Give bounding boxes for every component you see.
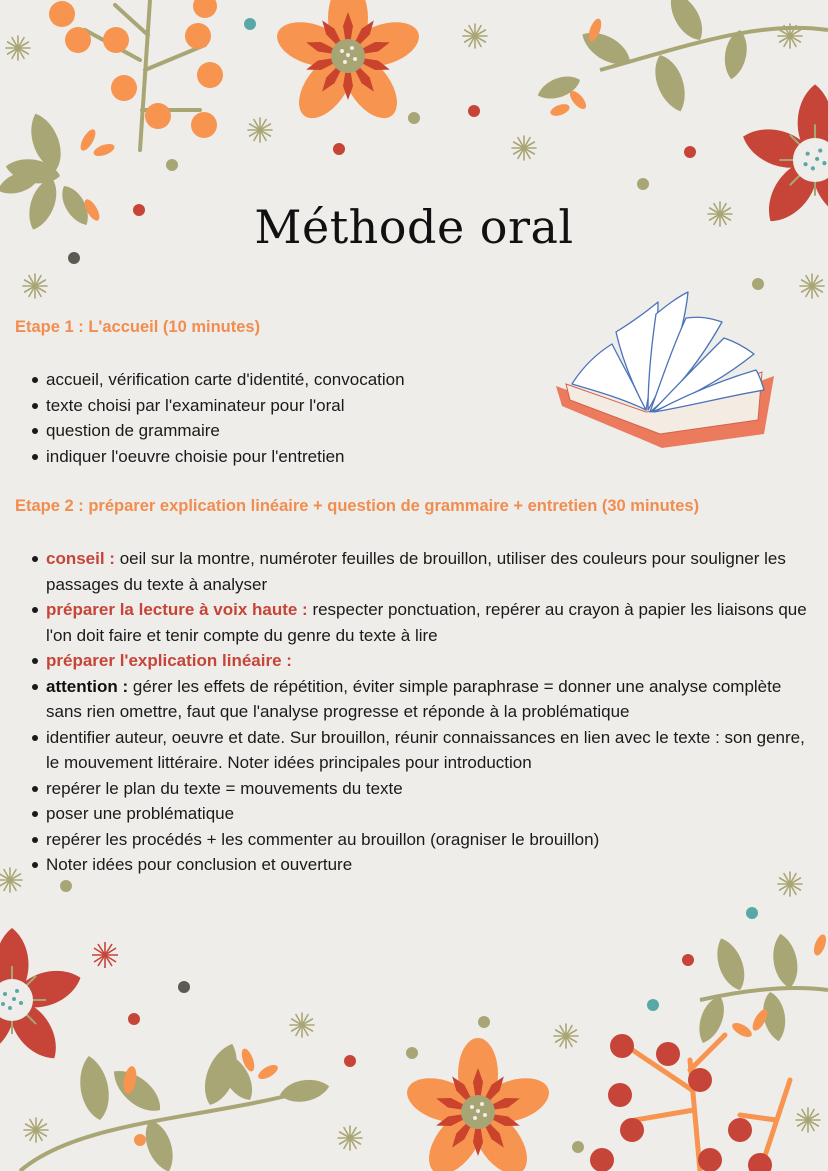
step2-list-item [32,725,816,776]
step1-list [32,367,552,469]
step2-heading: Etape 2 : préparer explication linéaire + question de grammaire + entretien (30 minutes) [15,497,700,515]
step2-list-item [32,674,816,725]
item-keyword: attention : [46,676,129,696]
item-text: gérer les effets de répétition, éviter simple paraphrase = donner une analyse complète sans rien omettre, faut que l'analyse progresse et réponde à la problématique [46,676,782,721]
step1-list-item: indiquer l'oeuvre choisie pour l'entretien [32,444,552,470]
step1-list-item: texte choisi par l'examinateur pour l'oral [32,393,552,419]
step2-list-item [32,827,816,853]
item-text: Noter idées pour conclusion et ouverture [46,855,353,874]
item-keyword: préparer la lecture à voix haute : [46,600,308,619]
step1-list-item: accueil, vérification carte d'identité, convocation [32,367,552,393]
open-book-illustration [552,288,780,450]
step1-heading: Etape 1 : L'accueil (10 minutes) [15,318,261,336]
step2-list-item [32,852,816,878]
item-keyword: conseil : [46,549,115,568]
step2-list-item [32,801,816,827]
step2-list-item [32,648,816,674]
item-text: identifier auteur, oeuvre et date. Sur brouillon, réunir connaissances en lien avec le texte : son genre, le mouvement littéraire. Noter idées principales pour introduction [46,727,805,772]
step2-list [32,546,816,878]
item-text: respecter ponctuation, repérer au crayon à papier les liaisons que l'on doit faire et tenir compte du genre du texte à lire [46,600,807,645]
item-keyword: préparer l'explication linéaire : [46,651,292,670]
item-text: repérer les procédés + les commenter au brouillon (oragniser le brouillon) [46,829,600,849]
item-text: repérer le plan du texte = mouvements du texte [46,778,403,798]
step2-list-item [32,546,816,597]
step1-list-item: question de grammaire [32,418,552,444]
item-text: poser une problématique [46,804,235,823]
step2-list-item [32,776,816,802]
page-title: Méthode oral [254,200,574,254]
item-text: oeil sur la montre, numéroter feuilles de brouillon, utiliser des couleurs pour souligner les passages du texte à analyser [46,549,786,594]
step2-list-item [32,597,816,648]
